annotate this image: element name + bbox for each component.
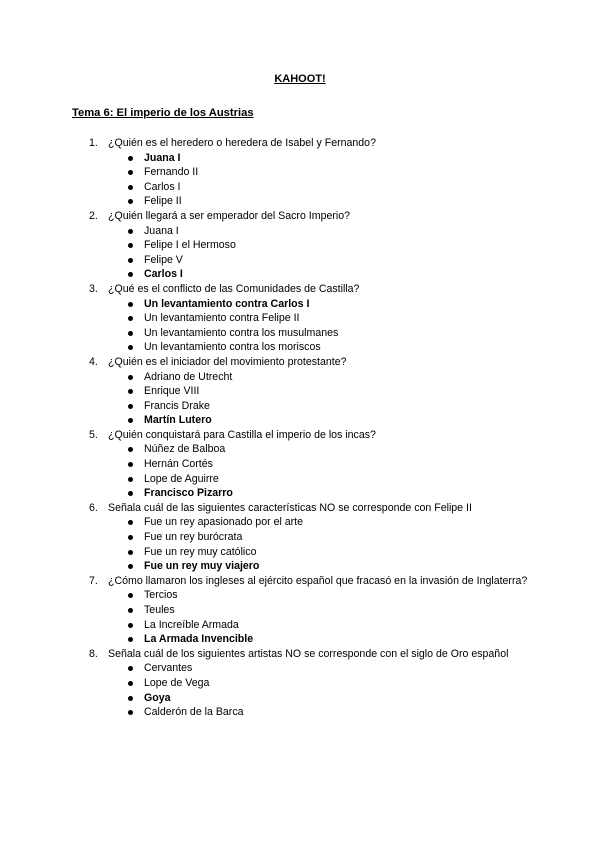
bullet-icon [128,389,133,394]
bullet-icon [128,258,133,263]
bullet-icon [128,535,133,540]
question-item [0,355,600,428]
question-item [0,282,600,355]
section-subtitle: Tema 6: El imperio de los Austrias [72,107,254,119]
bullet-icon [128,331,133,336]
answer-option [0,253,600,268]
answer-option [0,603,600,618]
answer-text: Tercios [144,589,178,602]
bullet-icon [128,243,133,248]
bullet-icon [128,477,133,482]
question-text: ¿Quién es el iniciador del movimiento protestante? [108,355,347,368]
bullet-icon [128,316,133,321]
answer-text: Un levantamiento contra los moriscos [144,341,321,354]
answer-text: Fue un rey burócrata [144,531,243,544]
answer-text: Hernán Cortés [144,458,213,471]
bullet-icon [128,696,133,701]
answer-text: La Armada Invencible [144,633,254,646]
answer-text: Martín Lutero [144,414,212,427]
page-title: KAHOOT! [274,73,326,85]
answer-option [0,618,600,633]
bullet-icon [128,345,133,350]
answer-option [0,370,600,385]
answer-text: Felipe V [144,253,183,266]
answer-list [0,224,600,282]
answer-text: Enrique VIII [144,385,200,398]
answer-text: Goya [144,691,171,704]
answer-option [0,545,600,560]
answer-list [0,442,600,500]
bullet-icon [128,418,133,423]
question-item [0,647,600,720]
answer-list [0,370,600,428]
bullet-icon [128,608,133,613]
question-number: 5. [89,428,98,441]
answer-option [0,442,600,457]
question-item [0,428,600,501]
bullet-icon [128,185,133,190]
answer-option [0,311,600,326]
bullet-icon [128,681,133,686]
answer-list [0,588,600,646]
bullet-icon [128,564,133,569]
answer-text: Fue un rey muy católico [144,545,257,558]
bullet-icon [128,550,133,555]
question-text: ¿Qué es el conflicto de las Comunidades de Castilla? [108,282,360,295]
answer-option [0,194,600,209]
bullet-icon [128,170,133,175]
answer-text: Un levantamiento contra Felipe II [144,312,300,325]
answer-option [0,399,600,414]
answer-option [0,588,600,603]
bullet-icon [128,462,133,467]
answer-option [0,165,600,180]
bullet-icon [128,156,133,161]
answer-option [0,297,600,312]
answer-text: Núñez de Balboa [144,443,226,456]
answer-list [0,151,600,209]
answer-text: Felipe II [144,195,182,208]
answer-option [0,530,600,545]
bullet-icon [128,229,133,234]
question-number: 3. [89,282,98,295]
bullet-icon [128,666,133,671]
bullet-icon [128,375,133,380]
question-item [0,574,600,647]
answer-text: Carlos I [144,180,181,193]
answer-text: Un levantamiento contra Carlos I [144,297,310,310]
answer-option [0,661,600,676]
answer-text: Calderón de la Barca [144,706,244,719]
answer-text: Carlos I [144,268,183,281]
bullet-icon [128,623,133,628]
question-number: 7. [89,574,98,587]
answer-option [0,180,600,195]
answer-list [0,661,600,719]
question-text: ¿Cómo llamaron los ingleses al ejército español que fracasó en la invasión de Inglaterra? [108,574,528,587]
bullet-icon [128,637,133,642]
answer-text: Fue un rey apasionado por el arte [144,516,304,529]
answer-text: Cervantes [144,662,193,675]
answer-option [0,691,600,706]
answer-option [0,559,600,574]
answer-text: Francisco Pizarro [144,487,233,500]
answer-option [0,676,600,691]
question-number: 4. [89,355,98,368]
answer-option [0,457,600,472]
answer-text: Fernando II [144,166,199,179]
question-number: 2. [89,209,98,222]
question-item [0,209,600,282]
question-number: 6. [89,501,98,514]
answer-text: Un levantamiento contra los musulmanes [144,326,339,339]
answer-option [0,238,600,253]
answer-option [0,151,600,166]
bullet-icon [128,710,133,715]
answer-option [0,705,600,720]
bullet-icon [128,593,133,598]
answer-text: Fue un rey muy viajero [144,560,260,573]
question-number: 1. [89,137,98,149]
bullet-icon [128,302,133,307]
question-item [0,501,600,574]
bullet-icon [128,272,133,277]
answer-text: Francis Drake [144,399,210,412]
answer-option [0,515,600,530]
question-text: Señala cuál de los siguientes artistas NO se corresponde con el siglo de Oro español [108,647,509,660]
answer-list [0,297,600,355]
answer-list [0,515,600,573]
answer-text: Teules [144,604,175,616]
answer-option [0,413,600,428]
question-list [0,136,600,720]
question-text: ¿Quién conquistará para Castilla el imperio de los incas? [108,428,376,441]
answer-text: La Increíble Armada [144,618,239,631]
question-number: 8. [89,647,98,660]
answer-text: Felipe I el Hermoso [144,239,236,252]
question-item [0,136,600,209]
answer-text: Lope de Vega [144,676,210,689]
question-text: ¿Quién es el heredero o heredera de Isabel y Fernando? [108,137,376,149]
answer-text: Lope de Aguirre [144,472,219,485]
bullet-icon [128,520,133,525]
answer-text: Adriano de Utrecht [144,370,233,383]
answer-option [0,267,600,282]
answer-option [0,224,600,239]
answer-option [0,384,600,399]
bullet-icon [128,491,133,496]
answer-option [0,486,600,501]
answer-text: Juana I [144,151,181,164]
bullet-icon [128,447,133,452]
answer-option [0,472,600,487]
question-text: Señala cuál de las siguientes características NO se corresponde con Felipe II [108,501,472,514]
bullet-icon [128,404,133,409]
answer-text: Juana I [144,224,179,237]
answer-option [0,340,600,355]
bullet-icon [128,199,133,204]
answer-option [0,326,600,341]
answer-option [0,632,600,647]
question-text: ¿Quién llegará a ser emperador del Sacro Imperio? [108,209,351,222]
